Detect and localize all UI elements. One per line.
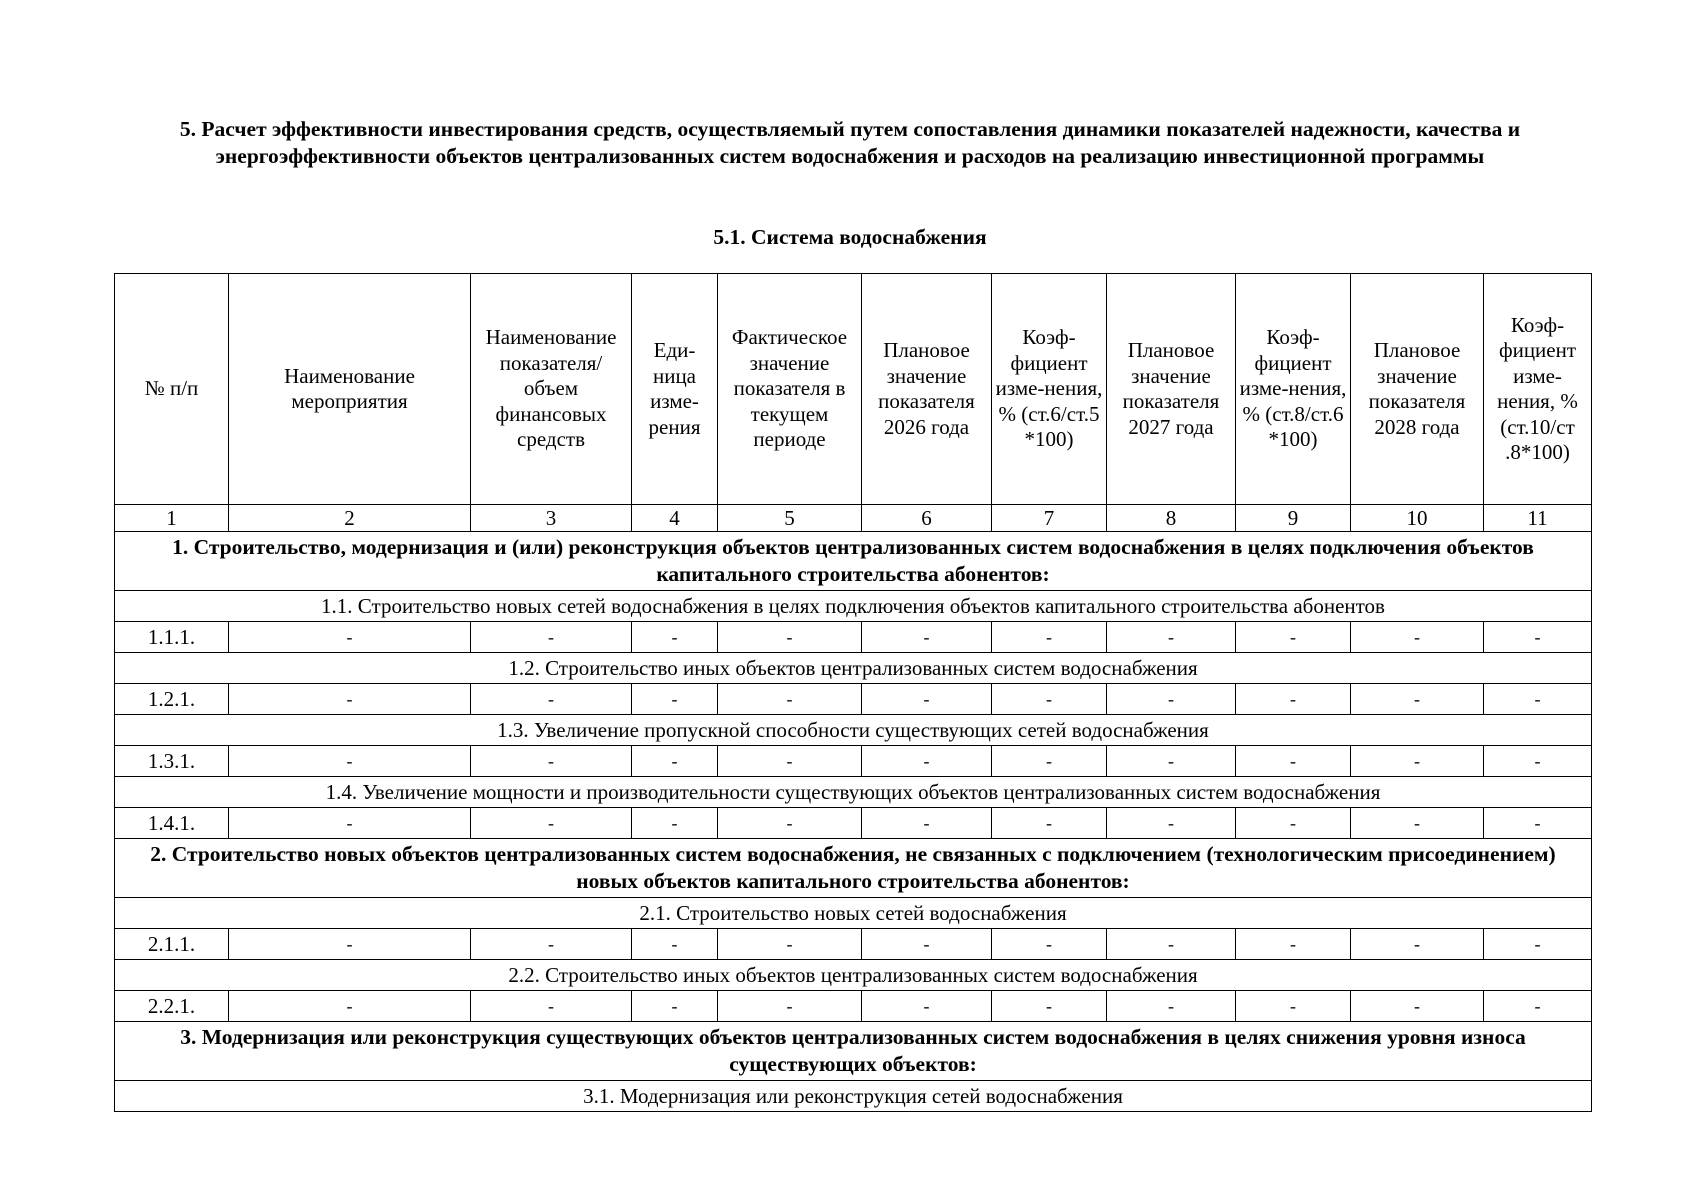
section-title: 1. Строительство, модернизация и (или) реконструкция объектов централизованных систем водоснабжения в целях подключения объектов капитального строительства абонентов: bbox=[115, 532, 1592, 591]
dash-cell: - bbox=[1236, 991, 1351, 1022]
dash-cell: - bbox=[862, 622, 992, 653]
dash-cell: - bbox=[1484, 684, 1592, 715]
dash-cell: - bbox=[471, 622, 632, 653]
row-number: 1.1.1. bbox=[115, 622, 229, 653]
subsection-row bbox=[115, 777, 1592, 808]
dash-cell: - bbox=[862, 929, 992, 960]
dash-cell: - bbox=[632, 808, 718, 839]
dash-cell: - bbox=[471, 808, 632, 839]
dash-cell: - bbox=[471, 929, 632, 960]
dash-cell: - bbox=[229, 808, 471, 839]
dash-cell: - bbox=[718, 746, 862, 777]
section-title: 3. Модернизация или реконструкция существующих объектов централизованных систем водоснабжения в целях снижения уровня износа существующих объектов: bbox=[115, 1022, 1592, 1081]
subsection-title: 2.1. Строительство новых сетей водоснабжения bbox=[115, 898, 1592, 929]
subsection-row bbox=[115, 715, 1592, 746]
table-row bbox=[115, 929, 1592, 960]
header-cell: Еди-ница изме-рения bbox=[632, 274, 718, 505]
header-cell: Плановое значение показателя 2027 года bbox=[1107, 274, 1236, 505]
subsection-title: 1.1. Строительство новых сетей водоснабжения в целях подключения объектов капитального строительства абонентов bbox=[115, 591, 1592, 622]
row-number: 2.2.1. bbox=[115, 991, 229, 1022]
dash-cell: - bbox=[862, 808, 992, 839]
dash-cell: - bbox=[1107, 929, 1236, 960]
dash-cell: - bbox=[992, 808, 1107, 839]
dash-cell: - bbox=[992, 622, 1107, 653]
column-number: 3 bbox=[471, 505, 632, 532]
dash-cell: - bbox=[862, 746, 992, 777]
dash-cell: - bbox=[1351, 991, 1484, 1022]
dash-cell: - bbox=[862, 991, 992, 1022]
dash-cell: - bbox=[471, 991, 632, 1022]
dash-cell: - bbox=[1236, 808, 1351, 839]
dash-cell: - bbox=[1107, 808, 1236, 839]
row-number: 1.3.1. bbox=[115, 746, 229, 777]
column-number: 9 bbox=[1236, 505, 1351, 532]
subsection-row bbox=[115, 653, 1592, 684]
dash-cell: - bbox=[1107, 991, 1236, 1022]
subsection-title: 3.1. Модернизация или реконструкция сетей водоснабжения bbox=[115, 1081, 1592, 1112]
dash-cell: - bbox=[632, 746, 718, 777]
header-cell: № п/п bbox=[115, 274, 229, 505]
section-subheading: 5.1. Система водоснабжения bbox=[713, 225, 987, 249]
dash-cell: - bbox=[229, 991, 471, 1022]
dash-cell: - bbox=[718, 991, 862, 1022]
dash-cell: - bbox=[471, 684, 632, 715]
column-number: 7 bbox=[992, 505, 1107, 532]
dash-cell: - bbox=[1351, 929, 1484, 960]
header-row bbox=[115, 274, 1592, 505]
dash-cell: - bbox=[1351, 808, 1484, 839]
row-number: 2.1.1. bbox=[115, 929, 229, 960]
header-cell: Наименование показателя/ объем финансовых средств bbox=[471, 274, 632, 505]
section-row bbox=[115, 1022, 1592, 1081]
dash-cell: - bbox=[1107, 684, 1236, 715]
dash-cell: - bbox=[1484, 991, 1592, 1022]
dash-cell: - bbox=[1484, 746, 1592, 777]
dash-cell: - bbox=[1236, 684, 1351, 715]
efficiency-table bbox=[114, 273, 1592, 1112]
header-cell: Фактическое значение показателя в текущем периоде bbox=[718, 274, 862, 505]
dash-cell: - bbox=[1236, 746, 1351, 777]
table-row bbox=[115, 746, 1592, 777]
dash-cell: - bbox=[1484, 808, 1592, 839]
dash-cell: - bbox=[862, 684, 992, 715]
column-number: 1 bbox=[115, 505, 229, 532]
table-row bbox=[115, 684, 1592, 715]
column-number: 2 bbox=[229, 505, 471, 532]
subsection-title: 1.4. Увеличение мощности и производительности существующих объектов централизованных систем водоснабжения bbox=[115, 777, 1592, 808]
section-row bbox=[115, 839, 1592, 898]
dash-cell: - bbox=[1351, 746, 1484, 777]
dash-cell: - bbox=[229, 622, 471, 653]
header-cell: Коэф-фициент изме-нения, % (ст.10/ст .8*100) bbox=[1484, 274, 1592, 505]
dash-cell: - bbox=[229, 929, 471, 960]
dash-cell: - bbox=[1484, 929, 1592, 960]
dash-cell: - bbox=[718, 622, 862, 653]
dash-cell: - bbox=[1351, 684, 1484, 715]
document-heading: 5. Расчет эффективности инвестирования средств, осуществляемый путем сопоставления динамики показателей надежности, качества и энергоэффективности объектов централизованных систем водоснабжения и расходов на реализацию инвестиционной программы bbox=[179, 117, 1521, 168]
dash-cell: - bbox=[992, 929, 1107, 960]
dash-cell: - bbox=[1236, 929, 1351, 960]
dash-cell: - bbox=[632, 622, 718, 653]
dash-cell: - bbox=[1107, 622, 1236, 653]
dash-cell: - bbox=[1351, 622, 1484, 653]
dash-cell: - bbox=[1484, 622, 1592, 653]
subsection-title: 1.3. Увеличение пропускной способности существующих сетей водоснабжения bbox=[115, 715, 1592, 746]
table-row bbox=[115, 808, 1592, 839]
header-cell: Коэф-фициент изме-нения, % (ст.6/ст.5 *100) bbox=[992, 274, 1107, 505]
dash-cell: - bbox=[992, 991, 1107, 1022]
column-number: 8 bbox=[1107, 505, 1236, 532]
header-cell: Плановое значение показателя 2026 года bbox=[862, 274, 992, 505]
dash-cell: - bbox=[632, 991, 718, 1022]
dash-cell: - bbox=[718, 808, 862, 839]
row-number: 1.2.1. bbox=[115, 684, 229, 715]
dash-cell: - bbox=[718, 684, 862, 715]
subsection-title: 1.2. Строительство иных объектов централизованных систем водоснабжения bbox=[115, 653, 1592, 684]
column-number: 11 bbox=[1484, 505, 1592, 532]
column-number: 6 bbox=[862, 505, 992, 532]
dash-cell: - bbox=[1236, 622, 1351, 653]
dash-cell: - bbox=[632, 684, 718, 715]
section-row bbox=[115, 532, 1592, 591]
column-number: 5 bbox=[718, 505, 862, 532]
section-title: 2. Строительство новых объектов централизованных систем водоснабжения, не связанных с подключением (технологическим присоединением) новых объектов капитального строительства абонентов: bbox=[115, 839, 1592, 898]
dash-cell: - bbox=[1107, 746, 1236, 777]
dash-cell: - bbox=[229, 684, 471, 715]
dash-cell: - bbox=[632, 929, 718, 960]
dash-cell: - bbox=[718, 929, 862, 960]
column-number: 4 bbox=[632, 505, 718, 532]
dash-cell: - bbox=[992, 684, 1107, 715]
subsection-title: 2.2. Строительство иных объектов централизованных систем водоснабжения bbox=[115, 960, 1592, 991]
subsection-row bbox=[115, 591, 1592, 622]
dash-cell: - bbox=[471, 746, 632, 777]
subsection-row bbox=[115, 960, 1592, 991]
dash-cell: - bbox=[229, 746, 471, 777]
header-cell: Коэф-фициент изме-нения, % (ст.8/ст.6 *100) bbox=[1236, 274, 1351, 505]
header-cell: Плановое значение показателя 2028 года bbox=[1351, 274, 1484, 505]
header-cell: Наименование мероприятия bbox=[229, 274, 471, 505]
table-row bbox=[115, 622, 1592, 653]
subsection-row bbox=[115, 898, 1592, 929]
table-row bbox=[115, 991, 1592, 1022]
dash-cell: - bbox=[992, 746, 1107, 777]
column-number-row bbox=[115, 505, 1592, 532]
row-number: 1.4.1. bbox=[115, 808, 229, 839]
subsection-row bbox=[115, 1081, 1592, 1112]
column-number: 10 bbox=[1351, 505, 1484, 532]
